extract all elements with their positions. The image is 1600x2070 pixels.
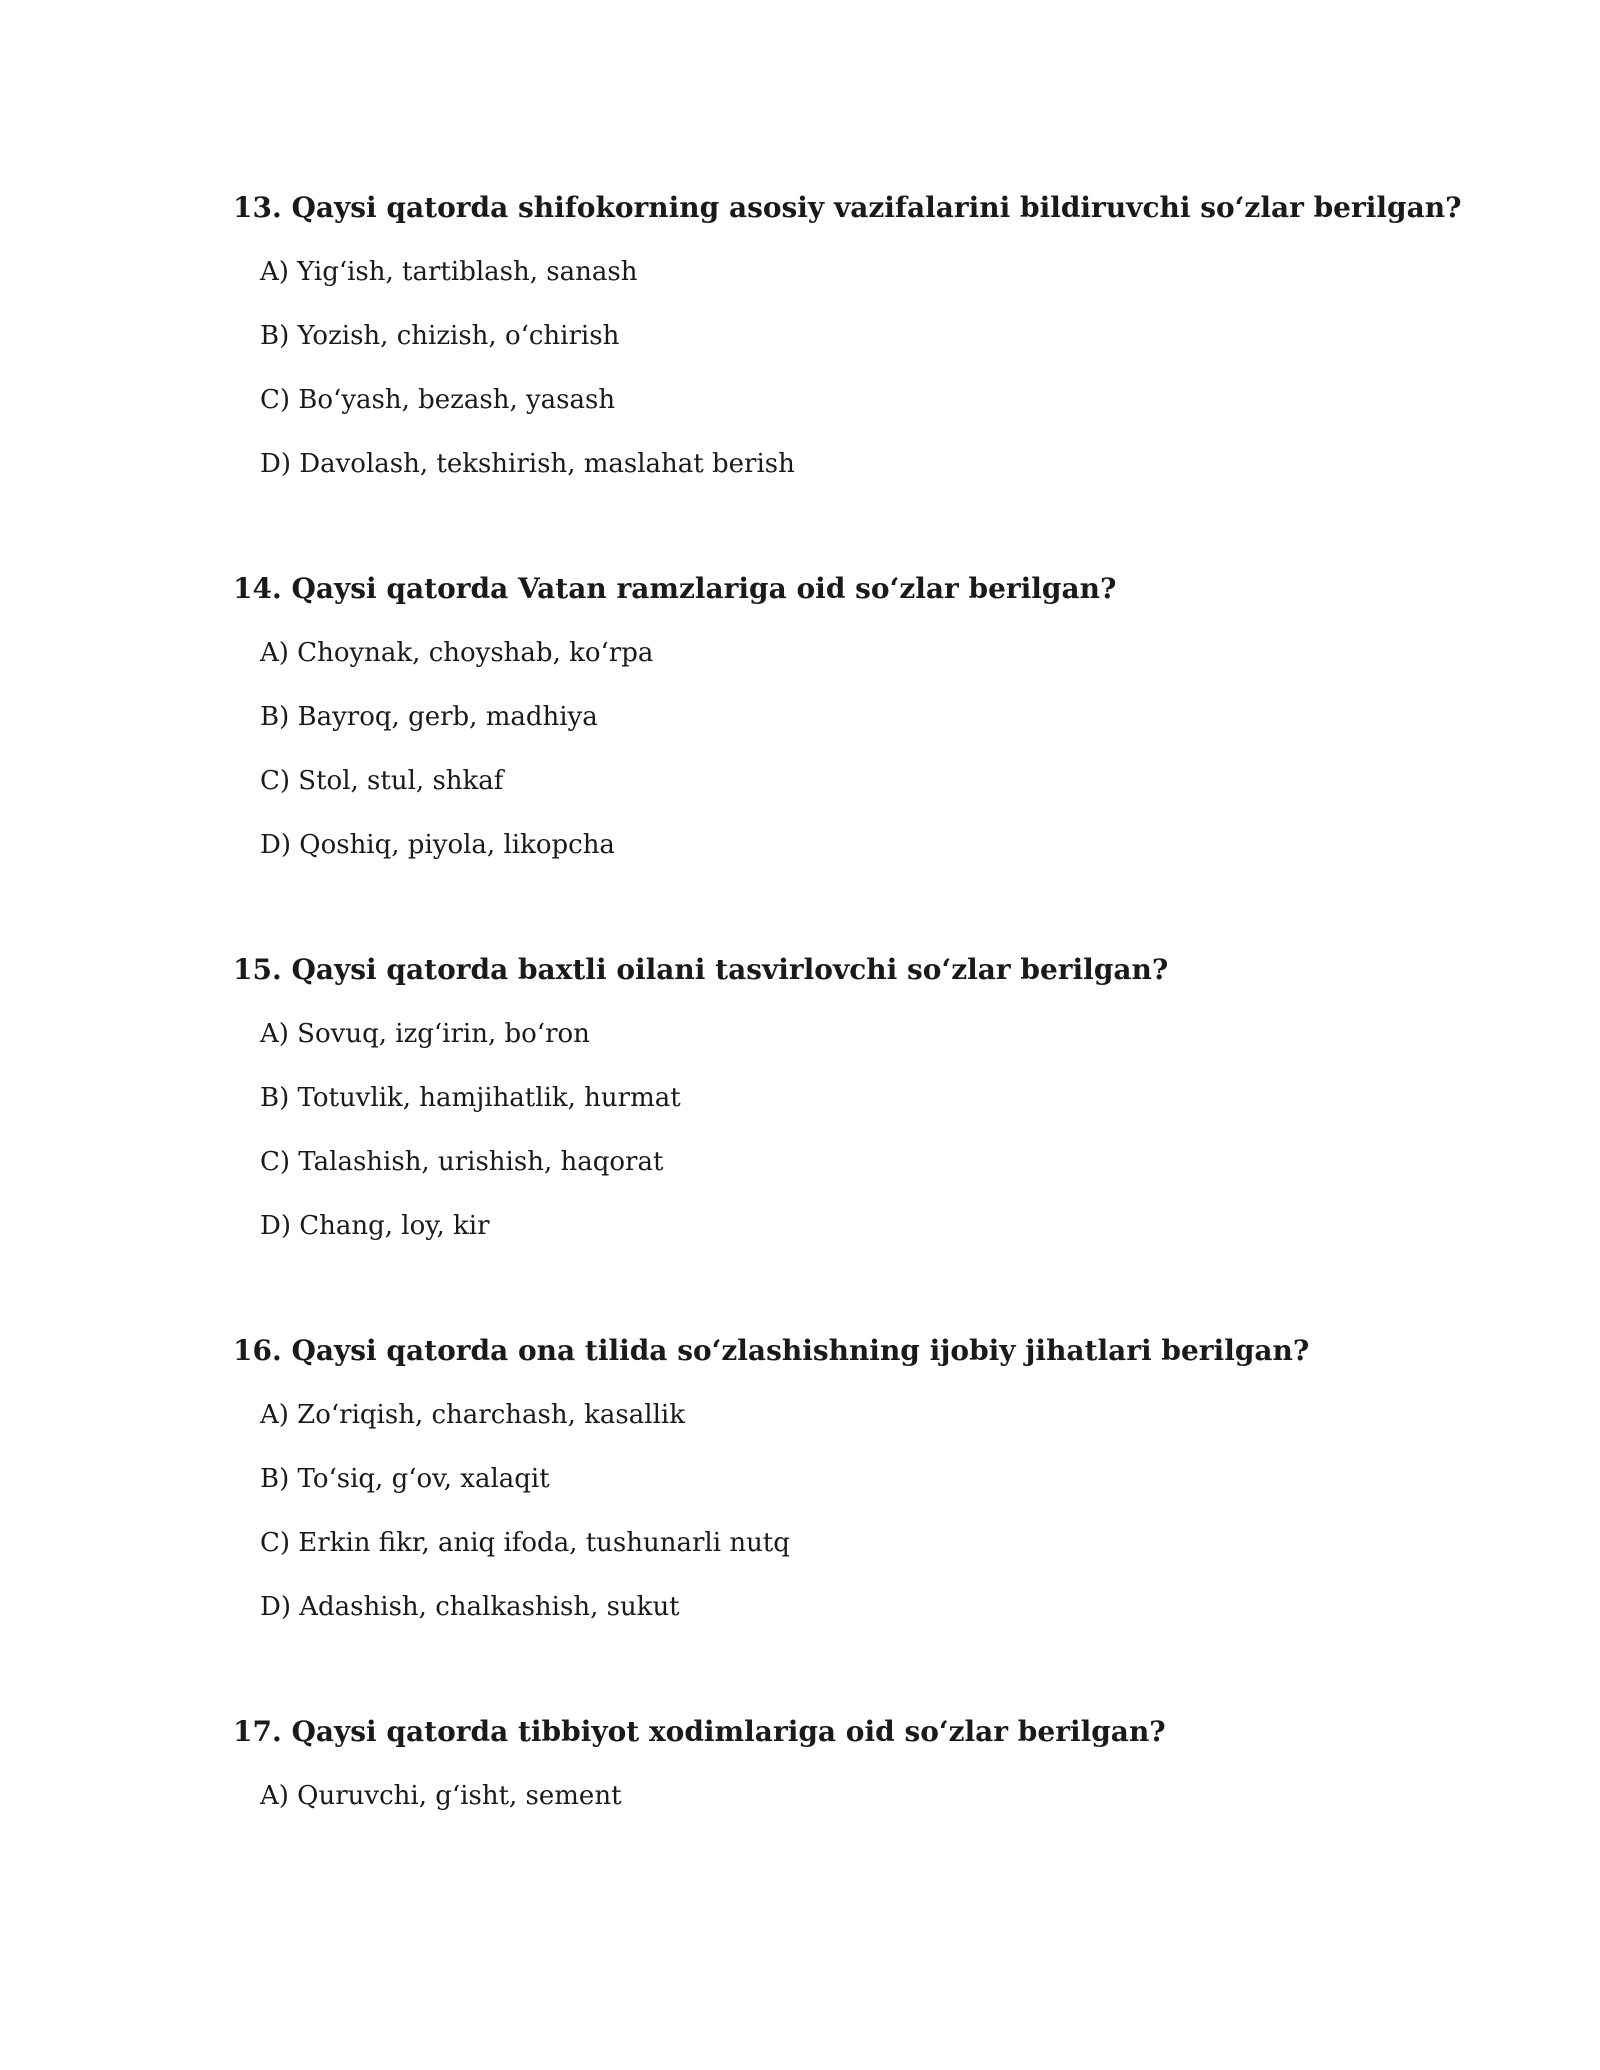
question-17 — [233, 1712, 1433, 1815]
answer-option-c: C) Talashish, urishish, haqorat — [260, 1147, 664, 1177]
answer-option-a: A) Quruvchi, g‘isht, sement — [260, 1781, 622, 1811]
question-14 — [233, 569, 1433, 864]
answer-option-a: A) Sovuq, izg‘irin, bo‘ron — [260, 1019, 590, 1049]
answer-option-a: A) Yig‘ish, tartiblash, sanash — [260, 257, 638, 287]
answer-option-c: C) Erkin fikr, aniq ifoda, tushunarli nutq — [260, 1528, 790, 1558]
answer-option-a: A) Zo‘riqish, charchash, kasallik — [260, 1400, 685, 1430]
answer-option-d: D) Chang, loy, kir — [260, 1211, 490, 1241]
answer-option-b: B) Bayroq, gerb, madhiya — [260, 702, 598, 732]
answer-option-d: D) Davolash, tekshirish, maslahat berish — [260, 449, 795, 479]
question-15 — [233, 950, 1433, 1245]
quiz-page — [233, 188, 1462, 1841]
question-title: 14. Qaysi qatorda Vatan ramzlariga oid so‘zlar berilgan? — [233, 572, 1117, 605]
answer-option-b: B) To‘siq, g‘ov, xalaqit — [260, 1464, 550, 1494]
answer-option-d: D) Qoshiq, piyola, likopcha — [260, 830, 615, 860]
question-title: 16. Qaysi qatorda ona tilida so‘zlashishning ijobiy jihatlari berilgan? — [233, 1334, 1310, 1367]
question-13 — [233, 188, 1462, 483]
question-title: 15. Qaysi qatorda baxtli oilani tasvirlovchi so‘zlar berilgan? — [233, 953, 1169, 986]
question-title: 13. Qaysi qatorda shifokorning asosiy vazifalarini bildiruvchi so‘zlar berilgan? — [233, 191, 1462, 224]
answer-option-a: A) Choynak, choyshab, ko‘rpa — [260, 638, 654, 668]
question-16 — [233, 1331, 1433, 1626]
answer-option-b: B) Yozish, chizish, o‘chirish — [260, 321, 620, 351]
answer-option-b: B) Totuvlik, hamjihatlik, hurmat — [260, 1083, 681, 1113]
question-title: 17. Qaysi qatorda tibbiyot xodimlariga oid so‘zlar berilgan? — [233, 1715, 1166, 1748]
answer-option-c: C) Bo‘yash, bezash, yasash — [260, 385, 616, 415]
answer-option-c: C) Stol, stul, shkaf — [260, 766, 504, 796]
answer-option-d: D) Adashish, chalkashish, sukut — [260, 1592, 680, 1622]
